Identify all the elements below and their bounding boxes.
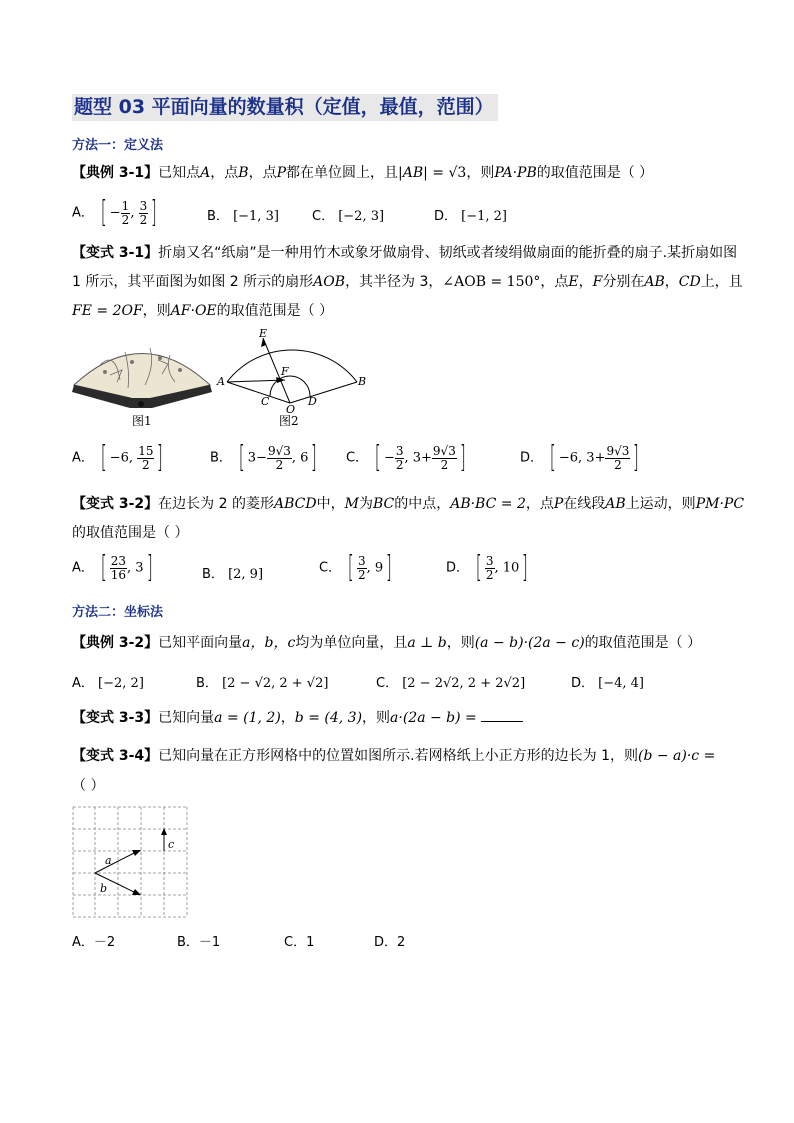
svg-text:a: a (105, 854, 112, 867)
math-var: P (276, 165, 287, 181)
bracket: ] (522, 550, 529, 585)
question-text: 的取值范围是（ ） (584, 635, 702, 651)
option-label: C． (346, 450, 369, 466)
question-text: 已知向量 (158, 710, 215, 726)
option-d[interactable] (434, 205, 507, 224)
option-label: A． (72, 205, 94, 221)
math-expression: [−1, 2] (461, 209, 507, 224)
option-a[interactable]: A．－2 (72, 935, 116, 950)
fraction: $\frac{23}{16}$ (110, 553, 127, 582)
math-expression: −6, (109, 450, 138, 466)
question-text: 1 所示，其平面图为如图 2 所示的扇形 (72, 274, 314, 290)
question-text: 的取值范围是（ ） (216, 303, 334, 319)
question-tag: 【典例 3-2】 (72, 635, 159, 651)
svg-text:b: b (100, 882, 108, 895)
question-text: 均为单位向量，且 (295, 635, 408, 651)
math-expression: , 6 (291, 450, 309, 466)
question-text: 上运动，则 (625, 496, 696, 512)
section-heading: 方法二：坐标法 (72, 605, 164, 620)
option-label: B． (196, 676, 218, 691)
svg-text:C: C (261, 395, 270, 408)
bracket: [ (550, 440, 556, 475)
option-a[interactable] (72, 672, 144, 691)
option-label: B． (207, 209, 229, 224)
question-text: 折扇又名“纸扇”是一种用竹木或象牙做扇骨、韧纸或者绫绢做扇面的能折叠的扇子.某折扇如图 (158, 245, 738, 261)
math-expression: a = (1, 2) (214, 710, 281, 726)
question-text: 中， (316, 496, 345, 512)
option-label: A． (72, 676, 94, 691)
math-var: B (238, 165, 249, 181)
math-expression: − (109, 205, 121, 221)
option-a[interactable] (72, 195, 160, 230)
bracket: [ (100, 550, 107, 585)
question-text: ，点 (540, 274, 569, 290)
question-text: 已知点 (158, 165, 201, 181)
question-text: 分别在 (602, 274, 645, 290)
bracket: [ (238, 440, 245, 475)
math-expression: AB (644, 274, 665, 290)
bracket: ] (151, 195, 158, 230)
math-expression: a ⊥ b (407, 635, 447, 651)
math-expression: , 10 (494, 560, 520, 576)
math-expression: [2 − 2√2, 2 + 2√2] (402, 676, 526, 691)
math-expression: [−1, 3] (233, 209, 279, 224)
question-text: ，则 (446, 635, 475, 651)
fraction: $\frac{9√3}{2}$ (606, 443, 630, 472)
question-text: 上，且 (700, 274, 743, 290)
question-3-2b (72, 633, 701, 653)
fraction: $\frac{1}{2}$ (121, 198, 130, 227)
math-expression: [−4, 4] (598, 676, 644, 691)
figure-caption-2: 图2 (279, 414, 299, 428)
question-text: ，则 (362, 710, 391, 726)
question-3-4-line2: （ ） (72, 778, 105, 794)
question-tag: 【变式 3-2】 (72, 496, 159, 512)
option-d[interactable] (446, 550, 531, 585)
question-text: 的中点， (394, 496, 451, 512)
math-var: M (344, 496, 359, 512)
bracket: [ (100, 440, 107, 475)
fan-photo-figure (70, 330, 215, 420)
svg-text:A: A (217, 375, 225, 388)
question-text: ， (664, 274, 679, 290)
bracket: [ (100, 195, 107, 230)
question-3-2-line1 (72, 494, 744, 514)
math-expression: [−2, 3] (338, 209, 385, 224)
math-var: BC (372, 496, 395, 512)
vector-grid-figure (72, 806, 188, 918)
svg-text:D: D (308, 395, 317, 408)
option-label: D． (520, 450, 544, 466)
question-tag: 【变式 3-4】 (72, 748, 159, 764)
question-text: 在边长为 2 的菱形 (158, 496, 274, 512)
option-c[interactable] (319, 550, 395, 585)
bracket: ] (459, 440, 466, 475)
math-expression: |AB| = √3 (398, 165, 467, 181)
math-var: P (553, 496, 564, 512)
question-text: ，其半径为 3， (345, 274, 443, 290)
question-text: 都在单位圆上，且 (286, 165, 399, 181)
option-label: A． (72, 450, 94, 466)
question-text: 的取值范围是（ ） (536, 165, 654, 181)
question-text: 已知向量在正方形网格中的位置如图所示.若网格纸上小正方形的边长为 1，则 (158, 748, 638, 764)
math-expression: FE = 2OF (72, 303, 143, 319)
question-3-1b-line3 (72, 301, 333, 321)
option-label: D． (446, 560, 470, 576)
question-tag: 【典例 3-1】 (72, 165, 159, 181)
option-d[interactable]: D．2 (374, 935, 406, 950)
svg-text:E: E (259, 327, 268, 340)
math-expression: PM·PC (695, 496, 745, 512)
option-b[interactable] (202, 563, 263, 582)
answer-blank[interactable] (481, 709, 523, 722)
bracket: ] (386, 550, 392, 585)
bracket: [ (476, 550, 482, 585)
option-label: D． (571, 676, 595, 691)
option-b[interactable] (210, 440, 320, 475)
option-c[interactable] (312, 205, 384, 224)
math-expression: ∠AOB = 150° (442, 274, 541, 290)
bracket: ] (633, 440, 640, 475)
option-label: A． (72, 560, 94, 576)
option-b[interactable]: B．－1 (177, 935, 221, 950)
option-c[interactable] (376, 672, 525, 691)
math-var: AOB (313, 274, 346, 290)
question-text: ， (280, 710, 295, 726)
math-expression: (a − b)·(2a − c) (474, 635, 585, 651)
question-text: ，点 (210, 165, 239, 181)
question-tag: 【变式 3-3】 (72, 710, 159, 726)
svg-text:O: O (286, 403, 296, 416)
math-var: ABCD (273, 496, 317, 512)
math-expression: , 9 (366, 560, 384, 576)
figure-caption-1: 图1 (132, 414, 152, 428)
math-expression: [−2, 2] (98, 676, 144, 691)
question-3-1 (72, 163, 653, 183)
question-text: ，点 (525, 496, 554, 512)
math-expression: − (383, 450, 395, 466)
option-label: C． (319, 560, 342, 576)
math-expression: [2, 9] (228, 567, 264, 582)
option-label: B． (202, 567, 224, 582)
question-3-2-line2: 的取值范围是（ ） (72, 525, 189, 541)
option-label: B． (210, 450, 232, 466)
option-a[interactable] (72, 550, 155, 585)
fraction: $\frac{15}{2}$ (138, 443, 154, 472)
option-b[interactable] (196, 672, 328, 691)
question-3-3 (72, 708, 523, 728)
math-expression: , 3+ (404, 450, 432, 466)
option-label: C． (376, 676, 399, 691)
question-text: ，则 (142, 303, 171, 319)
fraction: $\frac{3}{2}$ (485, 553, 494, 582)
question-text: ，点 (248, 165, 277, 181)
math-expression: AB·BC = 2 (450, 496, 526, 512)
question-text: 已知平面向量 (158, 635, 243, 651)
bracket: ] (146, 550, 153, 585)
bracket: [ (375, 440, 382, 475)
math-var: E (568, 274, 579, 290)
math-expression: CD (678, 274, 701, 290)
section-heading: 方法一：定义法 (72, 138, 164, 153)
math-expression: (b − a)·c = (637, 748, 716, 764)
math-expression: [2 − √2, 2 + √2] (222, 676, 329, 691)
math-expression: , 3 (127, 560, 144, 576)
question-text: ， (578, 274, 593, 290)
option-d[interactable] (520, 440, 642, 475)
question-3-1b-line2 (72, 272, 743, 292)
fraction: $\frac{9√3}{2}$ (432, 443, 456, 472)
option-a[interactable] (72, 440, 166, 475)
math-expression: a，b，c (242, 635, 296, 651)
question-3-1b-line1 (72, 243, 737, 263)
bracket: [ (348, 550, 355, 585)
fan-diagram-figure (215, 325, 365, 415)
question-3-4-line1 (72, 746, 715, 766)
option-c[interactable] (346, 440, 469, 475)
option-c[interactable]: C．1 (284, 935, 315, 950)
option-d[interactable] (571, 672, 644, 691)
fraction: $\frac{9√3}{2}$ (267, 443, 291, 472)
math-var: F (592, 274, 603, 290)
question-text: 为 (358, 496, 373, 512)
math-expression: a·(2a − b) = (390, 710, 482, 726)
question-tag: 【变式 3-1】 (72, 245, 159, 261)
option-b[interactable] (207, 205, 279, 224)
svg-text:B: B (358, 375, 367, 388)
svg-text:c: c (168, 838, 175, 851)
math-expression: PA·PB (494, 165, 537, 181)
page-title: 题型 03 平面向量的数量积（定值，最值，范围） (72, 94, 498, 121)
bracket: ] (311, 440, 318, 475)
option-label: D． (434, 209, 458, 224)
math-expression: AF·OE (170, 303, 217, 319)
math-expression: b = (4, 3) (294, 710, 363, 726)
math-expression: 3− (247, 450, 267, 466)
question-text: 在线段 (563, 496, 606, 512)
math-var: AB (605, 496, 626, 512)
option-label: C． (312, 209, 335, 224)
math-expression: , (130, 205, 139, 221)
bracket: ] (157, 440, 164, 475)
fraction: $\frac{3}{2}$ (357, 553, 366, 582)
fraction: $\frac{3}{2}$ (139, 198, 148, 227)
math-var: A (200, 165, 211, 181)
fraction: $\frac{3}{2}$ (395, 443, 404, 472)
svg-text:F: F (281, 365, 289, 378)
math-expression: −6, 3+ (558, 450, 606, 466)
question-text: ，则 (466, 165, 495, 181)
